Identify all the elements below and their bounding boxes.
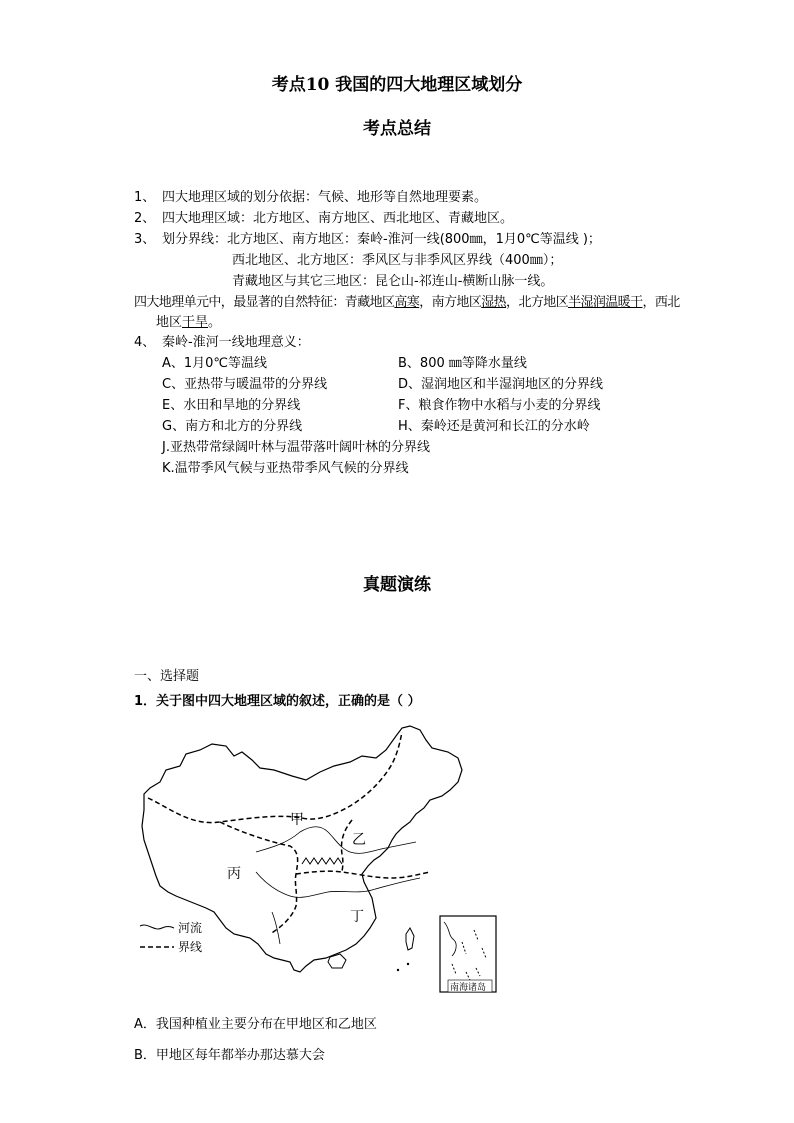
legend-river-symbol	[140, 925, 174, 929]
significance-k: K.温带季风气候与亚热带季风气候的分界线	[162, 461, 409, 476]
summary-line-3c: 青藏地区与其它三地区：昆仑山-祁连山-横断山脉一线。	[232, 274, 554, 289]
boundary-north-east	[341, 820, 352, 872]
qinling-mountains	[302, 858, 342, 864]
section-title-summary: 考点总结	[363, 119, 431, 139]
significance-g: G、南方和北方的分界线	[162, 419, 303, 434]
item-num-4: 4、	[134, 335, 156, 350]
features-south: 湿热	[481, 295, 507, 310]
features-north: 半湿润温暖干	[568, 295, 643, 310]
item-num-1: 1、	[134, 190, 156, 205]
item-num-2: 2、	[134, 211, 156, 226]
significance-a: A、1月0℃等温线	[162, 356, 268, 371]
legend-river-label: 河流	[178, 921, 203, 935]
significance-f: F、粮食作物中水稻与小麦的分界线	[398, 398, 601, 413]
section-title-practice: 真题演练	[363, 575, 431, 595]
option-b: B．甲地区每年都举办那达慕大会	[134, 1048, 325, 1063]
china-regions-map	[130, 722, 500, 997]
island-dot	[407, 963, 409, 965]
inset-label: 南海诸岛	[450, 983, 487, 993]
summary-line-1: 四大地理区域的划分依据：气候、地形等自然地理要素。	[162, 190, 488, 205]
features-text-j: 。	[208, 315, 222, 330]
features-text-h: 地区	[156, 315, 183, 330]
legend-border-label: 界线	[178, 940, 203, 954]
features-text-a: 四大地理单元中，最显著的自然特征：青藏地区	[134, 295, 395, 310]
features-text-c: ，南方地区	[419, 295, 482, 310]
summary-line-2: 四大地理区域：北方地区、南方地区、西北地区、青藏地区。	[162, 211, 514, 226]
question-1: 1．关于图中四大地理区域的叙述，正确的是（ ）	[134, 694, 421, 709]
inset-dashes	[452, 930, 486, 980]
summary-line-3: 划分界线：北方地区、南方地区：秦岭-淮河一线(800㎜，1月0℃等温线 )；	[162, 232, 601, 247]
southwest-river	[272, 912, 280, 944]
boundary-northwest	[148, 732, 402, 823]
page-title: 考点10 我国的四大地理区域划分	[271, 75, 523, 95]
inset-coast	[444, 922, 456, 956]
region-label-ding: 丁	[350, 909, 364, 925]
summary-features-line-2	[156, 311, 221, 330]
island-dot	[397, 969, 399, 971]
region-label-jia: 甲	[290, 812, 304, 828]
summary-line-4: 秦岭-淮河一线地理意义：	[162, 335, 310, 350]
significance-c: C、亚热带与暖温带的分界线	[162, 377, 328, 392]
features-text-g: ，西北	[642, 295, 680, 310]
significance-b: B、800 ㎜等降水量线	[398, 356, 527, 371]
features-highland: 高寒	[394, 295, 420, 310]
summary-features-line	[134, 291, 680, 310]
taiwan-island	[406, 928, 414, 950]
option-a: A．我国种植业主要分布在甲地区和乙地区	[134, 1017, 377, 1032]
significance-e: E、水田和旱地的分界线	[162, 398, 301, 413]
region-label-yi: 乙	[352, 832, 366, 848]
region-label-bing: 丙	[227, 866, 241, 882]
item-num-3: 3、	[134, 232, 156, 247]
question-section-heading: 一、选择题	[134, 669, 200, 684]
yangtze-river	[256, 872, 420, 897]
significance-h: H、秦岭还是黄河和长江的分水岭	[398, 419, 590, 434]
features-text-e: ，北方地区	[506, 295, 569, 310]
features-northwest: 干旱	[182, 315, 209, 330]
significance-j: J.亚热带常绿阔叶林与温带落叶阔叶林的分界线	[162, 440, 430, 455]
significance-d: D、湿润地区和半湿润地区的分界线	[398, 377, 604, 392]
summary-line-3b: 西北地区、北方地区：季风区与非季风区界线（400㎜）；	[232, 253, 563, 268]
